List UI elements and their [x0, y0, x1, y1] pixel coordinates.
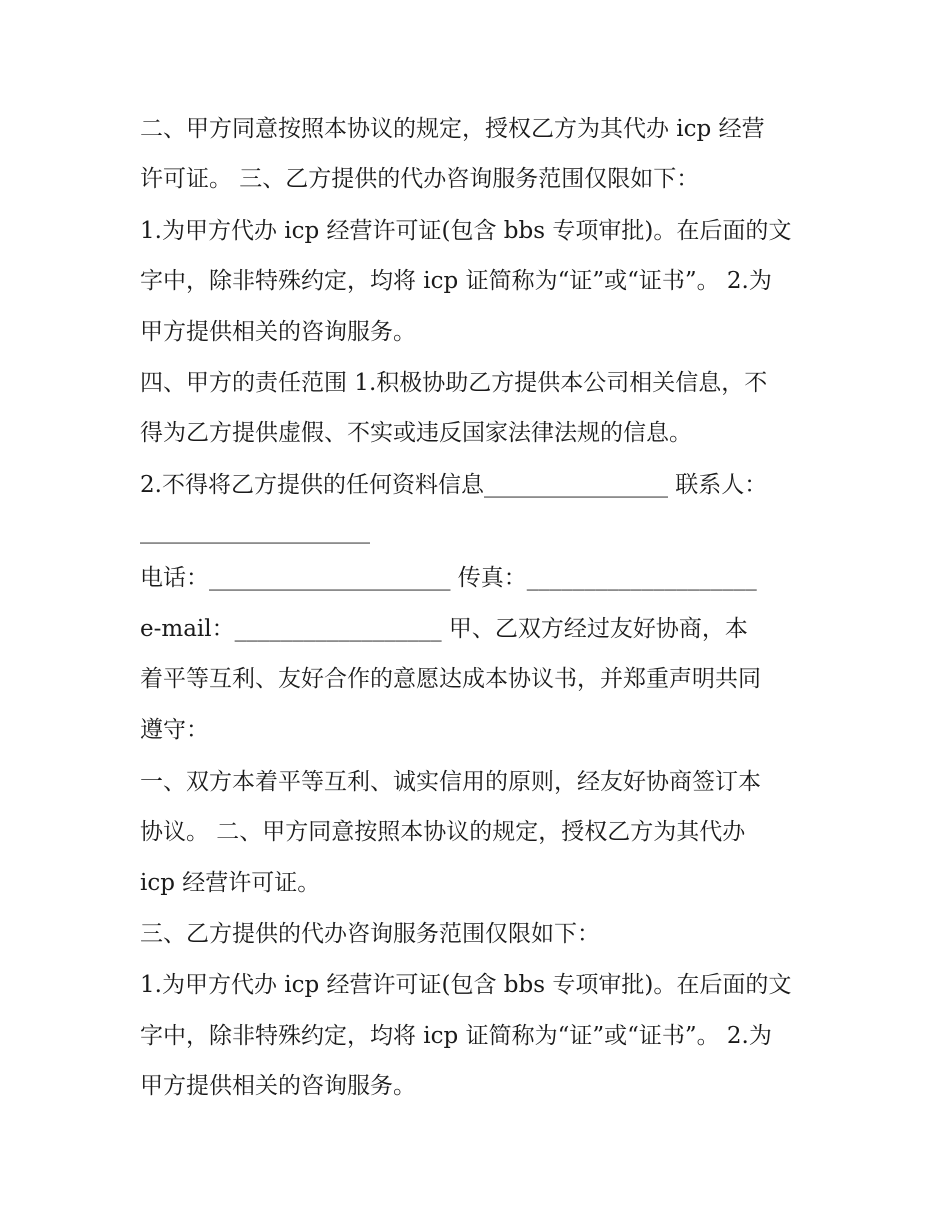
text-line: 遵守： — [140, 717, 209, 743]
text-line: icp 经营许可证。 — [140, 870, 321, 896]
text-line: 着平等互利、友好合作的意愿达成本协议书，并郑重声明共同 — [140, 666, 761, 692]
text-line: ____________________ — [140, 518, 370, 544]
text-line: 电话：_____________________ 传真：____________________ — [140, 565, 757, 591]
text-line: 1.为甲方代办 icp 经营许可证(包含 bbs 专项审批)。在后面的文 — [140, 972, 792, 998]
text-line: 一、双方本着平等互利、诚实信用的原则，经友好协商签订本 — [140, 769, 761, 795]
text-line: 字中，除非特殊约定，均将 icp 证简称为“证”或“证书”。 2.为 — [140, 268, 772, 294]
text-line: 甲方提供相关的咨询服务。 — [140, 319, 416, 345]
text-line: 字中，除非特殊约定，均将 icp 证简称为“证”或“证书”。 2.为 — [140, 1023, 772, 1049]
text-line: 许可证。 三、乙方提供的代办咨询服务范围仅限如下： — [140, 166, 700, 192]
text-line: 甲方提供相关的咨询服务。 — [140, 1073, 416, 1099]
text-line: 三、乙方提供的代办咨询服务范围仅限如下： — [140, 921, 600, 947]
text-line: 四、甲方的责任范围 1.积极协助乙方提供本公司相关信息，不 — [140, 370, 768, 396]
text-line: 2.不得将乙方提供的任何资料信息________________ 联系人： — [140, 472, 768, 498]
text-line: 协议。 二、甲方同意按照本协议的规定，授权乙方为其代办 — [140, 819, 746, 845]
text-line: e-mail：__________________ 甲、乙双方经过友好协商，本 — [140, 616, 748, 642]
text-line: 1.为甲方代办 icp 经营许可证(包含 bbs 专项审批)。在后面的文 — [140, 218, 792, 244]
text-line: 二、甲方同意按照本协议的规定，授权乙方为其代办 icp 经营 — [140, 116, 765, 142]
text-line: 得为乙方提供虚假、不实或违反国家法律法规的信息。 — [140, 420, 692, 446]
